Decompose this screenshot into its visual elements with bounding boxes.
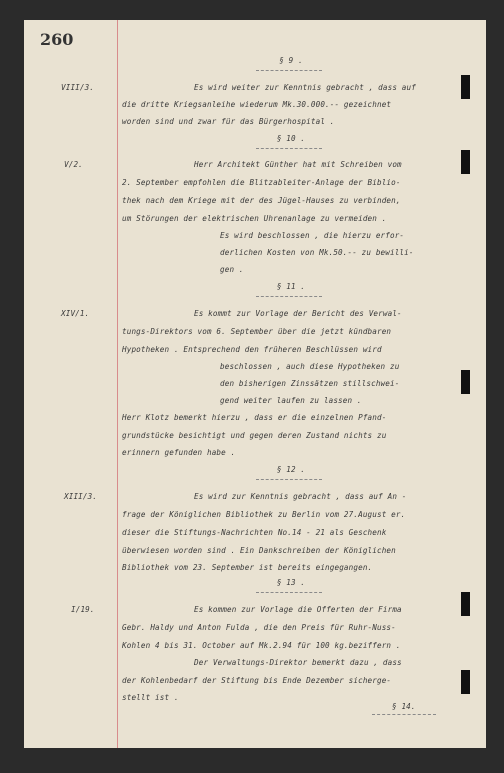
- text-line: derlichen Kosten von Mk.50.-- zu bewilli-: [220, 248, 414, 257]
- text-line: gend weiter laufen zu lassen .: [220, 396, 362, 405]
- reference-number: I/19.: [71, 605, 95, 614]
- text-line: 2. September empfohlen die Blitzableiter-Anlage der Biblio-: [122, 178, 401, 187]
- text-line: grundstücke besichtigt und gegen deren Zustand nichts zu: [122, 431, 387, 440]
- margin-line: [117, 20, 118, 748]
- section-rule: [256, 296, 322, 297]
- index-tab: [461, 670, 470, 694]
- section-rule: [256, 479, 322, 480]
- text-line: worden sind und zwar für das Bürgerhospital .: [122, 117, 335, 126]
- text-line: erinnern gefunden habe .: [122, 448, 236, 457]
- text-line: tungs-Direktors vom 6. September über die jetzt kündbaren: [122, 327, 392, 336]
- section-heading: § 14.: [392, 702, 416, 711]
- index-tab: [461, 75, 470, 99]
- text-line: thek nach dem Kriege mit der des Jügel-Hauses zu verbinden,: [122, 196, 401, 205]
- text-line: beschlossen , auch diese Hypotheken zu: [220, 362, 400, 371]
- text-line: Es wird zur Kenntnis gebracht , dass auf An -: [194, 492, 407, 501]
- text-line: Herr Klotz bemerkt hierzu , dass er die einzelnen Pfand-: [122, 413, 387, 422]
- section-rule: [372, 714, 436, 715]
- text-line: um Störungen der elektrischen Uhrenanlage zu vermeiden .: [122, 214, 387, 223]
- index-tab: [461, 592, 470, 616]
- text-line: Gebr. Haldy und Anton Fulda , die den Preis für Ruhr-Nuss-: [122, 623, 396, 632]
- index-tab: [461, 150, 470, 174]
- section-rule: [256, 148, 322, 149]
- section-rule: [256, 592, 322, 593]
- text-line: Kohlen 4 bis 31. October auf Mk.2.94 für 100 kg.beziffern .: [122, 641, 401, 650]
- text-line: Es wird beschlossen , die hierzu erfor-: [220, 231, 405, 240]
- text-line: überwiesen worden sind . Ein Dankschreiben der Königlichen: [122, 546, 396, 555]
- section-rule: [256, 70, 322, 71]
- reference-number: XIV/1.: [61, 309, 90, 318]
- text-line: stellt ist .: [122, 693, 179, 702]
- text-line: Bibliothek vom 23. September ist bereits eingegangen.: [122, 563, 373, 572]
- text-line: Der Verwaltungs-Direktor bemerkt dazu , dass: [194, 658, 402, 667]
- text-line: der Kohlenbedarf der Stiftung bis Ende Dezember sicherge-: [122, 676, 392, 685]
- page-number: 260: [40, 30, 74, 49]
- text-line: Es wird weiter zur Kenntnis gebracht , dass auf: [194, 83, 416, 92]
- index-tab: [461, 370, 470, 394]
- reference-number: VIII/3.: [61, 83, 95, 92]
- section-heading: § 11 .: [276, 282, 306, 291]
- text-line: dieser die Stiftungs-Nachrichten No.14 - 21 als Geschenk: [122, 528, 387, 537]
- text-line: gen .: [220, 265, 244, 274]
- document-page: [24, 20, 486, 748]
- text-line: Herr Architekt Günther hat mit Schreiben vom: [194, 160, 402, 169]
- text-line: Hypotheken . Entsprechend den früheren Beschlüssen wird: [122, 345, 382, 354]
- section-heading: § 12 .: [276, 465, 306, 474]
- section-heading: § 10 .: [276, 134, 306, 143]
- reference-number: XIII/3.: [64, 492, 98, 501]
- text-line: den bisherigen Zinssätzen stillschwei-: [220, 379, 400, 388]
- text-line: frage der Königlichen Bibliothek zu Berlin vom 27.August er.: [122, 510, 406, 519]
- text-line: die dritte Kriegsanleihe wiederum Mk.30.000.-- gezeichnet: [122, 100, 392, 109]
- section-heading: § 13 .: [276, 578, 306, 587]
- reference-number: V/2.: [64, 160, 83, 169]
- text-line: Es kommt zur Vorlage der Bericht des Verwal-: [194, 309, 402, 318]
- section-heading: § 9 .: [279, 56, 303, 65]
- text-line: Es kommen zur Vorlage die Offerten der Firma: [194, 605, 402, 614]
